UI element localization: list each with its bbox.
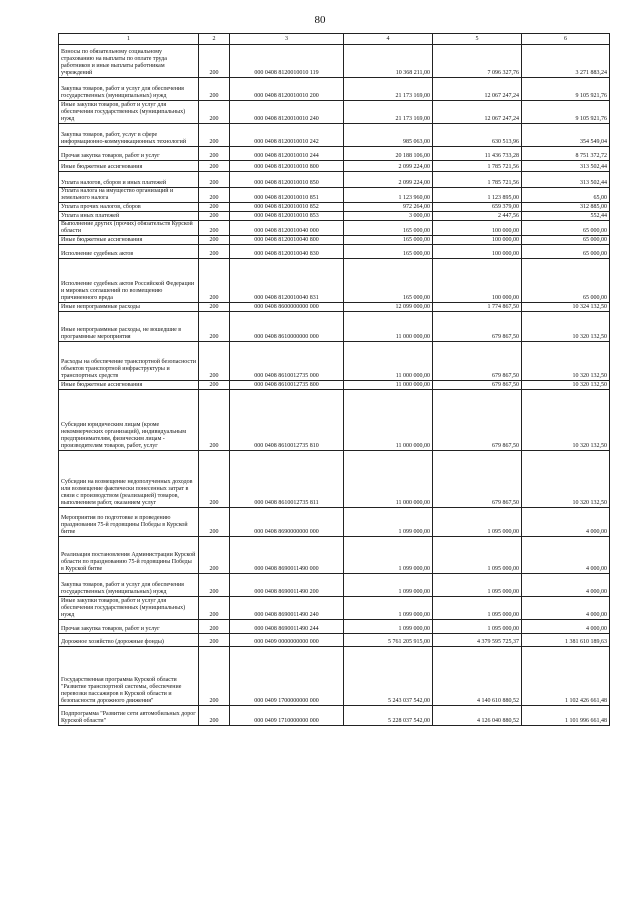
line-code: 200 xyxy=(199,508,230,537)
item-name: Реализация постановления Администрации Курской области по празднованию 75-й годовщины Победы в Курской битве xyxy=(59,537,199,574)
unexecuted-amount: 65 000,00 xyxy=(522,221,610,236)
unexecuted-amount: 4 000,00 xyxy=(522,620,610,634)
table-row xyxy=(59,634,610,647)
item-name: Уплата иных платежей xyxy=(59,212,199,221)
budget-code: 000 0408 8120010010 244 xyxy=(230,147,344,161)
approved-amount: 21 173 169,00 xyxy=(344,78,433,101)
item-name: Подпрограмма "Развитие сети автомобильных дорог Курской области" xyxy=(59,706,199,726)
unexecuted-amount: 313 502,44 xyxy=(522,172,610,188)
executed-amount: 1 095 000,00 xyxy=(433,508,522,537)
line-code: 200 xyxy=(199,221,230,236)
budget-code: 000 0408 8690000000 000 xyxy=(230,508,344,537)
item-name: Выполнение других (прочих) обязательств Курской области xyxy=(59,221,199,236)
budget-code: 000 0408 8120010010 853 xyxy=(230,212,344,221)
line-code: 200 xyxy=(199,342,230,381)
table-row xyxy=(59,188,610,203)
approved-amount: 1 099 000,00 xyxy=(344,620,433,634)
line-code: 200 xyxy=(199,574,230,597)
executed-amount: 679 867,50 xyxy=(433,342,522,381)
line-code: 200 xyxy=(199,537,230,574)
executed-amount: 2 447,56 xyxy=(433,212,522,221)
budget-code: 000 0408 8610000000 000 xyxy=(230,312,344,342)
line-code: 200 xyxy=(199,390,230,451)
table-row xyxy=(59,574,610,597)
approved-amount: 11 000 000,00 xyxy=(344,451,433,508)
unexecuted-amount: 65 000,00 xyxy=(522,259,610,303)
unexecuted-amount: 10 320 132,50 xyxy=(522,390,610,451)
unexecuted-amount: 9 105 921,76 xyxy=(522,101,610,124)
approved-amount: 21 173 169,00 xyxy=(344,101,433,124)
item-name: Закупка товаров, работ, услуг в сфере информационно-коммуникационных технологий xyxy=(59,124,199,147)
unexecuted-amount: 10 320 132,50 xyxy=(522,342,610,381)
unexecuted-amount: 4 000,00 xyxy=(522,597,610,620)
approved-amount: 11 000 000,00 xyxy=(344,381,433,390)
column-header: 6 xyxy=(522,34,610,45)
budget-code: 000 0408 8120010010 242 xyxy=(230,124,344,147)
budget-code: 000 0408 8600000000 000 xyxy=(230,303,344,312)
item-name: Иные закупки товаров, работ и услуг для обеспечения государственных (муниципальных) нужд xyxy=(59,597,199,620)
line-code: 200 xyxy=(199,45,230,78)
header-row xyxy=(59,34,610,45)
budget-code: 000 0408 8610012735 811 xyxy=(230,451,344,508)
table-row xyxy=(59,245,610,259)
executed-amount: 1 095 000,00 xyxy=(433,620,522,634)
executed-amount: 1 785 721,56 xyxy=(433,172,522,188)
executed-amount: 1 095 000,00 xyxy=(433,597,522,620)
item-name: Закупка товаров, работ и услуг для обеспечения государственных (муниципальных) нужд xyxy=(59,78,199,101)
item-name: Субсидии на возмещение недополученных доходов или возмещение фактически понесенных затрат в связи с производством (реализацией) товаров, выполнением работ, оказанием услуг xyxy=(59,451,199,508)
unexecuted-amount: 65 000,00 xyxy=(522,245,610,259)
column-header: 2 xyxy=(199,34,230,45)
table-body xyxy=(59,45,610,726)
unexecuted-amount: 10 320 132,50 xyxy=(522,312,610,342)
budget-code: 000 0408 8690011490 200 xyxy=(230,574,344,597)
item-name: Иные закупки товаров, работ и услуг для обеспечения государственных (муниципальных) нужд xyxy=(59,101,199,124)
budget-code: 000 0408 8120010010 800 xyxy=(230,161,344,172)
item-name: Иные непрограммные расходы xyxy=(59,303,199,312)
line-code: 200 xyxy=(199,78,230,101)
budget-code: 000 0408 8120010040 830 xyxy=(230,245,344,259)
approved-amount: 5 761 205 915,00 xyxy=(344,634,433,647)
executed-amount: 100 000,00 xyxy=(433,259,522,303)
unexecuted-amount: 8 751 372,72 xyxy=(522,147,610,161)
item-name: Иные бюджетные ассигнования xyxy=(59,161,199,172)
table-row xyxy=(59,161,610,172)
column-header: 1 xyxy=(59,34,199,45)
item-name: Уплата прочих налогов, сборов xyxy=(59,203,199,212)
unexecuted-amount: 4 000,00 xyxy=(522,508,610,537)
approved-amount: 972 264,00 xyxy=(344,203,433,212)
line-code: 200 xyxy=(199,303,230,312)
item-name: Субсидии юридическим лицам (кроме некоммерческих организаций), индивидуальным предпринимателям, физическим лицам - производителям товаров, работ, услуг xyxy=(59,390,199,451)
item-name: Исполнение судебных актов xyxy=(59,245,199,259)
approved-amount: 11 000 000,00 xyxy=(344,342,433,381)
unexecuted-amount: 3 271 883,24 xyxy=(522,45,610,78)
table-row xyxy=(59,312,610,342)
table-row xyxy=(59,101,610,124)
table-row xyxy=(59,203,610,212)
table-row xyxy=(59,303,610,312)
table-row xyxy=(59,45,610,78)
unexecuted-amount: 1 102 426 661,48 xyxy=(522,647,610,706)
table-row xyxy=(59,147,610,161)
executed-amount: 679 867,50 xyxy=(433,451,522,508)
executed-amount: 1 095 000,00 xyxy=(433,574,522,597)
item-name: Взносы по обязательному социальному страхованию на выплаты по оплате труда работников и иные выплаты работникам учреждений xyxy=(59,45,199,78)
approved-amount: 1 099 000,00 xyxy=(344,574,433,597)
budget-code: 000 0408 8120010010 851 xyxy=(230,188,344,203)
executed-amount: 4 126 040 880,52 xyxy=(433,706,522,726)
table-row xyxy=(59,508,610,537)
item-name: Дорожное хозяйство (дорожные фонды) xyxy=(59,634,199,647)
approved-amount: 165 000,00 xyxy=(344,221,433,236)
executed-amount: 1 095 000,00 xyxy=(433,537,522,574)
table-row xyxy=(59,78,610,101)
unexecuted-amount: 552,44 xyxy=(522,212,610,221)
unexecuted-amount: 313 502,44 xyxy=(522,161,610,172)
budget-code: 000 0408 8120010040 000 xyxy=(230,221,344,236)
approved-amount: 5 243 037 542,00 xyxy=(344,647,433,706)
approved-amount: 11 000 000,00 xyxy=(344,312,433,342)
approved-amount: 12 099 000,00 xyxy=(344,303,433,312)
table-row xyxy=(59,537,610,574)
line-code: 200 xyxy=(199,188,230,203)
table-row xyxy=(59,342,610,381)
unexecuted-amount: 9 105 921,76 xyxy=(522,78,610,101)
approved-amount: 3 000,00 xyxy=(344,212,433,221)
budget-code: 000 0408 8610012735 000 xyxy=(230,342,344,381)
unexecuted-amount: 1 381 610 189,63 xyxy=(522,634,610,647)
executed-amount: 630 513,96 xyxy=(433,124,522,147)
item-name: Уплата налогов, сборов и иных платежей xyxy=(59,172,199,188)
unexecuted-amount: 1 101 996 661,48 xyxy=(522,706,610,726)
table-row xyxy=(59,212,610,221)
budget-code: 000 0408 8120010040 831 xyxy=(230,259,344,303)
line-code: 200 xyxy=(199,597,230,620)
budget-code: 000 0408 8690011490 244 xyxy=(230,620,344,634)
approved-amount: 20 188 106,00 xyxy=(344,147,433,161)
line-code: 200 xyxy=(199,620,230,634)
budget-table xyxy=(58,33,610,726)
table-row xyxy=(59,172,610,188)
budget-code: 000 0408 8610012735 810 xyxy=(230,390,344,451)
executed-amount: 100 000,00 xyxy=(433,236,522,245)
budget-code: 000 0408 8120010010 200 xyxy=(230,78,344,101)
executed-amount: 4 379 595 725,37 xyxy=(433,634,522,647)
item-name: Исполнение судебных актов Российской Федерации и мировых соглашений по возмещению причиненного вреда xyxy=(59,259,199,303)
line-code: 200 xyxy=(199,236,230,245)
unexecuted-amount: 10 320 132,50 xyxy=(522,381,610,390)
line-code: 200 xyxy=(199,147,230,161)
unexecuted-amount: 4 000,00 xyxy=(522,537,610,574)
table-row xyxy=(59,259,610,303)
table-row xyxy=(59,647,610,706)
line-code: 200 xyxy=(199,259,230,303)
line-code: 200 xyxy=(199,212,230,221)
item-name: Государственная программа Курской области "Развитие транспортной системы, обеспечение перевозки пассажиров в Курской области и безопасности дорожного движения" xyxy=(59,647,199,706)
approved-amount: 165 000,00 xyxy=(344,259,433,303)
approved-amount: 2 099 224,00 xyxy=(344,161,433,172)
table-row xyxy=(59,620,610,634)
column-header: 5 xyxy=(433,34,522,45)
column-header: 4 xyxy=(344,34,433,45)
approved-amount: 1 123 960,00 xyxy=(344,188,433,203)
line-code: 200 xyxy=(199,245,230,259)
executed-amount: 1 785 721,56 xyxy=(433,161,522,172)
item-name: Мероприятия по подготовке и проведению празднования 75-й годовщины Победы в Курской битве xyxy=(59,508,199,537)
budget-code: 000 0408 8120010010 119 xyxy=(230,45,344,78)
executed-amount: 1 123 895,00 xyxy=(433,188,522,203)
line-code: 200 xyxy=(199,101,230,124)
table-row xyxy=(59,597,610,620)
executed-amount: 7 096 327,76 xyxy=(433,45,522,78)
executed-amount: 4 140 610 880,52 xyxy=(433,647,522,706)
table-row xyxy=(59,451,610,508)
unexecuted-amount: 4 000,00 xyxy=(522,574,610,597)
approved-amount: 1 099 000,00 xyxy=(344,508,433,537)
budget-code: 000 0408 8120010010 850 xyxy=(230,172,344,188)
approved-amount: 5 228 037 542,00 xyxy=(344,706,433,726)
item-name: Уплата налога на имущество организаций и земельного налога xyxy=(59,188,199,203)
budget-code: 000 0409 1710000000 000 xyxy=(230,706,344,726)
executed-amount: 12 067 247,24 xyxy=(433,101,522,124)
executed-amount: 1 774 867,50 xyxy=(433,303,522,312)
line-code: 200 xyxy=(199,706,230,726)
unexecuted-amount: 10 320 132,50 xyxy=(522,451,610,508)
line-code: 200 xyxy=(199,161,230,172)
item-name: Прочая закупка товаров, работ и услуг xyxy=(59,620,199,634)
budget-code: 000 0409 1700000000 000 xyxy=(230,647,344,706)
table-row xyxy=(59,706,610,726)
table-row xyxy=(59,236,610,245)
budget-code: 000 0409 0000000000 000 xyxy=(230,634,344,647)
budget-code: 000 0408 8610012735 800 xyxy=(230,381,344,390)
budget-code: 000 0408 8120010010 852 xyxy=(230,203,344,212)
executed-amount: 100 000,00 xyxy=(433,221,522,236)
item-name: Иные бюджетные ассигнования xyxy=(59,236,199,245)
executed-amount: 679 867,50 xyxy=(433,381,522,390)
item-name: Прочая закупка товаров, работ и услуг xyxy=(59,147,199,161)
approved-amount: 1 099 000,00 xyxy=(344,537,433,574)
unexecuted-amount: 65 000,00 xyxy=(522,236,610,245)
item-name: Закупка товаров, работ и услуг для обеспечения государственных (муниципальных) нужд xyxy=(59,574,199,597)
line-code: 200 xyxy=(199,451,230,508)
table-row xyxy=(59,390,610,451)
executed-amount: 679 867,50 xyxy=(433,390,522,451)
approved-amount: 2 099 224,00 xyxy=(344,172,433,188)
unexecuted-amount: 312 885,00 xyxy=(522,203,610,212)
approved-amount: 985 063,00 xyxy=(344,124,433,147)
executed-amount: 679 867,50 xyxy=(433,312,522,342)
unexecuted-amount: 10 324 132,50 xyxy=(522,303,610,312)
table-row xyxy=(59,221,610,236)
budget-code: 000 0408 8690011490 240 xyxy=(230,597,344,620)
column-header: 3 xyxy=(230,34,344,45)
approved-amount: 10 368 211,00 xyxy=(344,45,433,78)
executed-amount: 12 067 247,24 xyxy=(433,78,522,101)
budget-code: 000 0408 8120010040 800 xyxy=(230,236,344,245)
table-row xyxy=(59,381,610,390)
budget-code: 000 0408 8690011490 000 xyxy=(230,537,344,574)
item-name: Иные бюджетные ассигнования xyxy=(59,381,199,390)
line-code: 200 xyxy=(199,381,230,390)
approved-amount: 165 000,00 xyxy=(344,236,433,245)
line-code: 200 xyxy=(199,124,230,147)
table-row xyxy=(59,124,610,147)
approved-amount: 11 000 000,00 xyxy=(344,390,433,451)
item-name: Расходы на обеспечение транспортной безопасности объектов транспортной инфраструктуры и транспортных средств xyxy=(59,342,199,381)
approved-amount: 1 099 000,00 xyxy=(344,597,433,620)
approved-amount: 165 000,00 xyxy=(344,245,433,259)
line-code: 200 xyxy=(199,203,230,212)
line-code: 200 xyxy=(199,634,230,647)
unexecuted-amount: 65,00 xyxy=(522,188,610,203)
executed-amount: 11 436 733,28 xyxy=(433,147,522,161)
unexecuted-amount: 354 549,04 xyxy=(522,124,610,147)
line-code: 200 xyxy=(199,312,230,342)
budget-code: 000 0408 8120010010 240 xyxy=(230,101,344,124)
line-code: 200 xyxy=(199,647,230,706)
item-name: Иные непрограммные расходы, не вошедшие в программные мероприятия xyxy=(59,312,199,342)
executed-amount: 100 000,00 xyxy=(433,245,522,259)
line-code: 200 xyxy=(199,172,230,188)
page-number: 80 xyxy=(314,14,326,26)
executed-amount: 659 379,00 xyxy=(433,203,522,212)
